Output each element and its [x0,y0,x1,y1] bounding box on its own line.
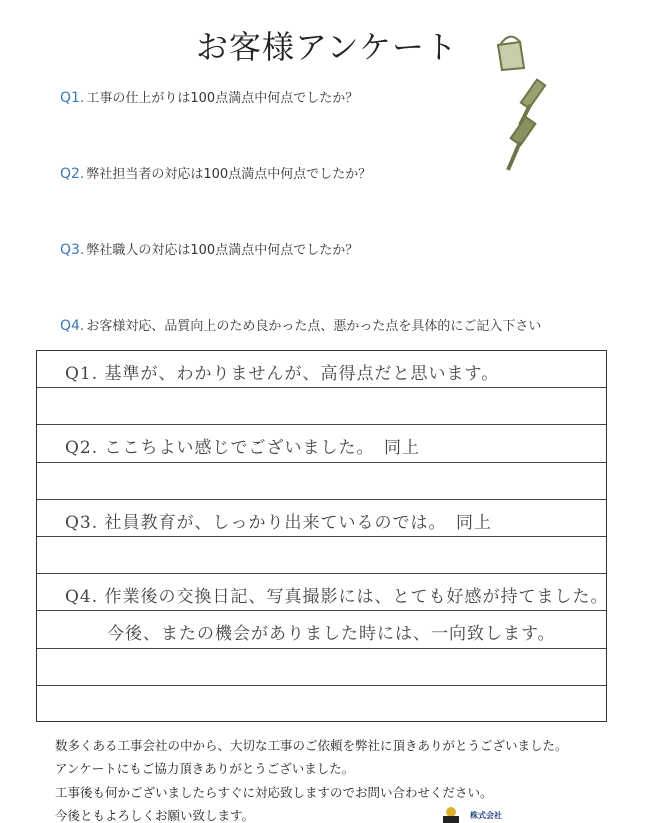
handwritten-answer: Q1. 基準が、わかりませんが、高得点だと思います。 [65,364,500,384]
answer-row [37,425,606,462]
handwritten-answer: Q4. 作業後の交換日記、写真撮影には、とても好感が持てました。 [65,587,609,608]
handwritten-answer: 今後、またの機会がありました時には、一向致します。 [107,624,556,645]
handwritten-answer: Q2. ここちよい感じでございました。 同上 [65,438,421,459]
answer-row [37,537,606,574]
answer-row [37,649,606,686]
company-logo [440,806,502,823]
question-3: Q3. 弊社職人の対応は100点満点中何点でしたか？ [60,242,359,258]
answer-box [36,350,607,722]
answer-row [37,500,606,537]
answer-row [37,463,606,500]
footer-line: 工事後も何かございましたらすぐに対応致しますのでお問い合わせください。 [55,785,493,800]
answer-row [37,351,606,388]
footer-line: 今後ともよろしくお願い致します。 [55,808,255,823]
company-label: 株式会社 [470,810,502,820]
handwritten-answer: Q3. 社員教育が、しっかり出来ているのでは。 同上 [65,512,493,533]
answer-row [37,686,606,723]
paint-tools-icon [490,30,570,180]
page-title: お客様アンケート [195,28,459,66]
footer-line: アンケートにもご協力頂きありがとうございました。 [55,761,355,776]
mascot-icon [440,806,462,823]
question-2: Q2. 弊社担当者の対応は100点満点中何点でしたか？ [60,166,372,182]
question-1: Q1. 工事の仕上がりは100点満点中何点でしたか？ [60,90,359,106]
answer-row [37,611,606,648]
question-4: Q4. お客様対応、品質向上のため良かった点、悪かった点を具体的にご記入下さい [60,318,542,334]
answer-row [37,388,606,425]
answer-row [37,574,609,611]
footer-line: 数多くある工事会社の中から、大切な工事のご依頼を弊社に頂きありがとうございました。 [55,738,568,753]
